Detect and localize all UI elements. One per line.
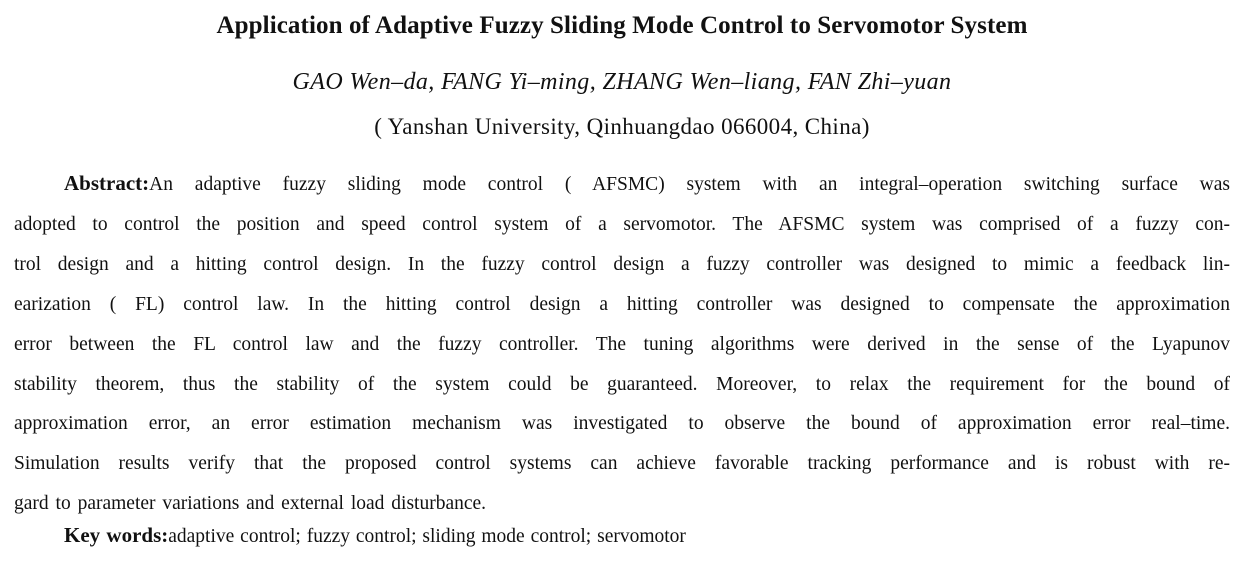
abstract-line: error between the FL control law and the fuzzy controller. The tuning algorithms were derived in the sense of the Lyapunov xyxy=(14,333,1230,355)
abstract-line: gard to parameter variations and external load disturbance. xyxy=(14,493,487,515)
abstract-line: approximation error, an error estimation mechanism was investigated to observe the bound of approximation error real–time. xyxy=(14,413,1230,435)
paper-title: Application of Adaptive Fuzzy Sliding Mode Control to Servomotor System xyxy=(216,12,1028,39)
affiliation: ( Yanshan University, Qinhuangdao 066004, China) xyxy=(374,114,870,139)
keywords-line xyxy=(64,518,686,554)
abstract-label: Abstract: xyxy=(64,171,150,195)
abstract-line: stability theorem, thus the stability of the system could be guaranteed. Moreover, to relax the requirement for the bound of xyxy=(14,373,1230,395)
abstract-text: An adaptive fuzzy sliding mode control ( AFSMC) system with an integral–operation switching surface was xyxy=(149,174,1230,195)
keywords-label: Key words: xyxy=(64,523,169,547)
author-list: GAO Wen–da, FANG Yi–ming, ZHANG Wen–liang, FAN Zhi–yuan xyxy=(292,69,952,95)
abstract-line: earization ( FL) control law. In the hitting control design a hitting controller was designed to compensate the approximation xyxy=(14,293,1230,315)
abstract-line: Simulation results verify that the proposed control systems can achieve favorable tracking performance and is robust with re- xyxy=(14,453,1230,475)
abstract-line: adopted to control the position and speed control system of a servomotor. The AFSMC system was comprised of a fuzzy con- xyxy=(14,213,1230,235)
abstract-block xyxy=(14,164,1230,524)
abstract-line xyxy=(14,164,1230,205)
abstract-line: trol design and a hitting control design. In the fuzzy control design a fuzzy controller was designed to mimic a feedback lin- xyxy=(14,253,1230,275)
keywords-text: adaptive control; fuzzy control; sliding mode control; servomotor xyxy=(168,526,686,547)
